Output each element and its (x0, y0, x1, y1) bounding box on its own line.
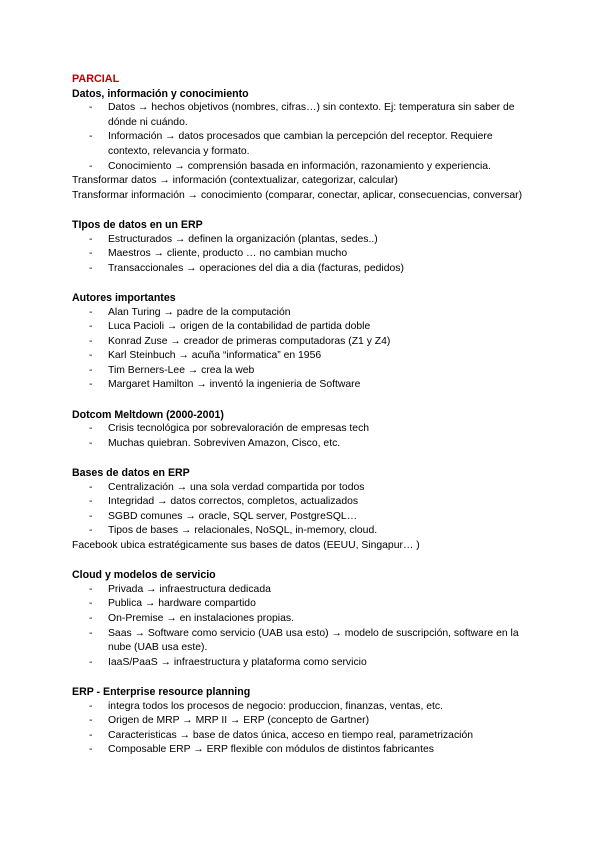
section-heading: Bases de datos en ERP (72, 467, 190, 480)
section-gap (72, 393, 532, 408)
section-heading: TIpos de datos en un ERP (72, 218, 203, 231)
list-item (72, 262, 532, 277)
dash-bullet-icon: - (89, 583, 93, 595)
dash-bullet-icon: - (89, 131, 93, 143)
section-heading: Cloud y modelos de servicio (72, 569, 216, 582)
list-item-text: Luca Pacioli → origen de la contabilidad de partida doble (108, 321, 371, 333)
list-item-text: Información → datos procesados que cambian la percepción del receptor. Requiere contexto, relevancia y formato. (108, 131, 493, 157)
list-item-text: Saas → Software como servicio (UAB usa esto) → modelo de suscripción, software en la nube (UAB usa este). (108, 627, 519, 654)
list-item (72, 349, 532, 364)
section-heading: ERP - Enterprise resource planning (72, 685, 251, 698)
list-item (72, 481, 532, 496)
note-paragraph: Facebook ubica estratégicamente sus bases de datos (EEUU, Singapur… ) (72, 540, 420, 551)
section (72, 466, 532, 554)
list-item (72, 627, 532, 656)
list-item-text: SGBD comunes → oracle, SQL server, PostgreSQL… (108, 510, 358, 522)
dash-bullet-icon: - (89, 656, 93, 668)
list-item-text: Composable ERP → ERP flexible con módulos de distintos fabricantes (108, 744, 434, 756)
section (72, 218, 532, 276)
list-item-text: Datos → hechos objetivos (nombres, cifras…) sin contexto. Ej: temperatura sin saber de dónde ni cuándo. (108, 102, 515, 128)
list-item (72, 247, 532, 262)
dash-bullet-icon: - (89, 715, 93, 727)
list-item (72, 306, 532, 321)
list-item-text: Estructurados → definen la organización (plantas, sedes..) (108, 233, 378, 245)
section-gap (72, 554, 532, 569)
note-paragraph: Transformar información → conocimiento (comparar, conectar, aplicar, consecuencias, conversar) (72, 189, 523, 201)
list-item-text: On-Premise → en instalaciones propias. (108, 612, 294, 624)
list-item (72, 335, 532, 350)
list-item (72, 524, 532, 539)
dash-bullet-icon: - (89, 160, 93, 172)
list-item (72, 510, 532, 525)
dash-bullet-icon: - (89, 627, 93, 639)
bullet-list (72, 700, 532, 758)
dash-bullet-icon: - (89, 233, 93, 245)
list-item-text: Tim Berners-Lee → crea la web (108, 364, 255, 376)
list-item-text: Publica → hardware compartido (108, 598, 256, 610)
dash-bullet-icon: - (89, 510, 93, 522)
dash-bullet-icon: - (89, 700, 93, 712)
list-item-text: Integridad → datos correctos, completos, actualizados (108, 496, 359, 508)
list-item-text: Centralización → una sola verdad compartida por todos (108, 481, 365, 493)
dash-bullet-icon: - (89, 612, 93, 624)
bullet-list (72, 101, 532, 174)
list-item-text: Caracteristicas → base de datos única, acceso en tiempo real, parametrización (108, 729, 474, 741)
section-gap (72, 203, 532, 218)
bullet-list (72, 306, 532, 394)
dash-bullet-icon: - (89, 364, 93, 376)
dash-bullet-icon: - (89, 496, 93, 508)
list-item-text: integra todos los procesos de negocio: produccion, finanzas, ventas, etc. (108, 700, 444, 712)
dash-bullet-icon: - (89, 262, 93, 274)
section (72, 87, 532, 204)
list-item (72, 160, 532, 175)
section (72, 685, 532, 758)
dash-bullet-icon: - (89, 335, 93, 347)
list-item (72, 378, 532, 393)
list-item (72, 320, 532, 335)
dash-bullet-icon: - (89, 379, 93, 391)
bullet-list (72, 422, 532, 451)
list-item-text: Karl Steinbuch → acuña “informatica” en 1956 (108, 350, 322, 362)
list-item-text: Origen de MRP → MRP II → ERP (concepto de Gartner) (108, 715, 370, 727)
list-item (72, 700, 532, 715)
list-item (72, 743, 532, 758)
list-item-text: Alan Turing → padre de la computación (108, 306, 291, 318)
list-item-text: Maestros → cliente, producto … no cambian mucho (108, 248, 348, 260)
dash-bullet-icon: - (89, 102, 93, 114)
list-item (72, 729, 532, 744)
list-item (72, 583, 532, 598)
dash-bullet-icon: - (89, 481, 93, 493)
dash-bullet-icon: - (89, 306, 93, 318)
bullet-list (72, 481, 532, 539)
section (72, 291, 532, 393)
section-heading: Autores importantes (72, 291, 176, 304)
list-item-text: Conocimiento → comprensión basada en información, razonamiento y experiencia. (108, 160, 491, 172)
dash-bullet-icon: - (89, 321, 93, 333)
dash-bullet-icon: - (89, 423, 93, 435)
page-title: PARCIAL (72, 73, 120, 85)
note-paragraph: Transformar datos → información (contextualizar, categorizar, calcular) (72, 175, 398, 187)
section-gap (72, 670, 532, 685)
dash-bullet-icon: - (89, 729, 93, 741)
section-heading: Dotcom Meltdown (2000-2001) (72, 408, 224, 421)
dash-bullet-icon: - (89, 744, 93, 756)
sections-container (72, 87, 532, 758)
list-item (72, 612, 532, 627)
dash-bullet-icon: - (89, 350, 93, 362)
list-item (72, 101, 532, 130)
list-item (72, 437, 532, 452)
list-item-text: Transaccionales → operaciones del dia a dia (facturas, pedidos) (108, 262, 404, 274)
section-gap (72, 451, 532, 466)
list-item-text: Crisis tecnológica por sobrevaloración de empresas tech (108, 423, 370, 435)
section (72, 408, 532, 452)
list-item-text: Tipos de bases → relacionales, NoSQL, in-memory, cloud. (108, 525, 378, 537)
bullet-list (72, 233, 532, 277)
bullet-list (72, 583, 532, 671)
list-item (72, 714, 532, 729)
dash-bullet-icon: - (89, 598, 93, 610)
list-item (72, 364, 532, 379)
dash-bullet-icon: - (89, 437, 93, 449)
list-item (72, 656, 532, 671)
list-item-text: Privada → infraestructura dedicada (108, 583, 271, 595)
list-item (72, 495, 532, 510)
dash-bullet-icon: - (89, 248, 93, 260)
list-item-text: IaaS/PaaS → infraestructura y plataforma como servicio (108, 656, 367, 668)
list-item-text: Muchas quiebran. Sobreviven Amazon, Cisco, etc. (108, 437, 341, 449)
section-heading: Datos, información y conocimiento (72, 87, 249, 100)
list-item (72, 597, 532, 612)
list-item (72, 130, 532, 159)
section-gap (72, 276, 532, 291)
list-item (72, 422, 532, 437)
document-body (72, 72, 532, 758)
list-item (72, 233, 532, 248)
section (72, 568, 532, 670)
list-item-text: Margaret Hamilton → inventó la ingenieria de Software (108, 379, 361, 391)
dash-bullet-icon: - (89, 525, 93, 537)
list-item-text: Konrad Zuse → creador de primeras computadoras (Z1 y Z4) (108, 335, 391, 347)
